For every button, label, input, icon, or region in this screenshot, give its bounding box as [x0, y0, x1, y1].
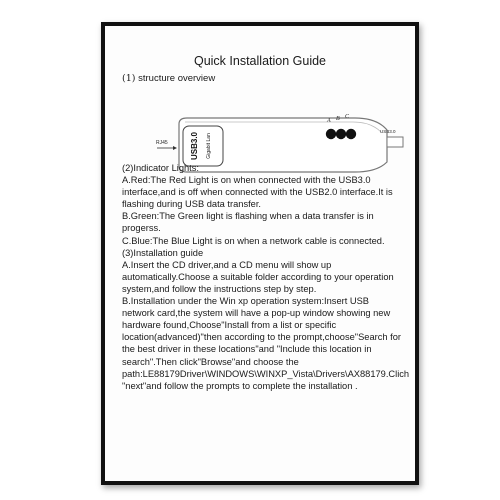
rj45-arrow-head: [173, 146, 177, 150]
page-title: Quick Installation Guide: [193, 54, 326, 68]
led-label-c: C: [345, 114, 350, 120]
indicator-a-red: A.Red:The Red Light is on when connected with the USB3.0 interface,and is off when connected with the USB2.0 interface.It is flashing during USB data transfer.: [122, 175, 393, 210]
usb-adapter-diagram: [155, 86, 405, 174]
install-step-a: A.Insert the CD driver,and a CD menu will show up automatically.Choose a suitable folder according to your operation system,and follow the instructions step by step.: [122, 259, 394, 294]
device-label-gigabit-lan: Gigabit Lan: [206, 133, 212, 159]
led-c-icon: [346, 129, 356, 139]
device-label-usb30: USB3.0: [190, 131, 199, 161]
led-label-b: B: [336, 116, 340, 122]
rj45-port-label: RJ45: [156, 140, 168, 146]
usb-plug: [387, 137, 403, 147]
section-heading-structure-overview: [122, 73, 215, 84]
usb-port-label: USB3.0: [380, 129, 396, 134]
led-b-icon: [336, 129, 346, 139]
instruction-sheet: [105, 26, 415, 481]
led-label-a: A: [327, 118, 331, 124]
install-step-b: B.Installation under the Win xp operation system:Insert USB network card,the system will have a pop-up window showing new hardware found,Choose"Install from a list or specific location(advanced)"then according to the prompt,choose"Search for the best driver in these locations"and "Include this location in search".Then click"Browse"and choose the path:LE88179Driver\WINDOWS\WINXP_Vista\Drivers\AX88179.Clich "next"and follow the prompts to complete the installation .: [122, 296, 410, 391]
heading-indicator-lights: (2)Indicator Lights:: [122, 163, 199, 173]
section-label: structure overview: [138, 73, 216, 84]
indicator-c-blue: C.Blue:The Blue Light is on when a network cable is connected.: [122, 235, 385, 246]
section-number: (1): [122, 73, 136, 84]
instruction-text: [122, 162, 410, 392]
led-a-icon: [326, 129, 336, 139]
indicator-b-green: B.Green:The Green light is flashing when a data transfer is in progerss.: [122, 211, 374, 234]
device-label-panel: [183, 126, 223, 166]
heading-installation-guide: (3)Installation guide: [122, 247, 204, 258]
